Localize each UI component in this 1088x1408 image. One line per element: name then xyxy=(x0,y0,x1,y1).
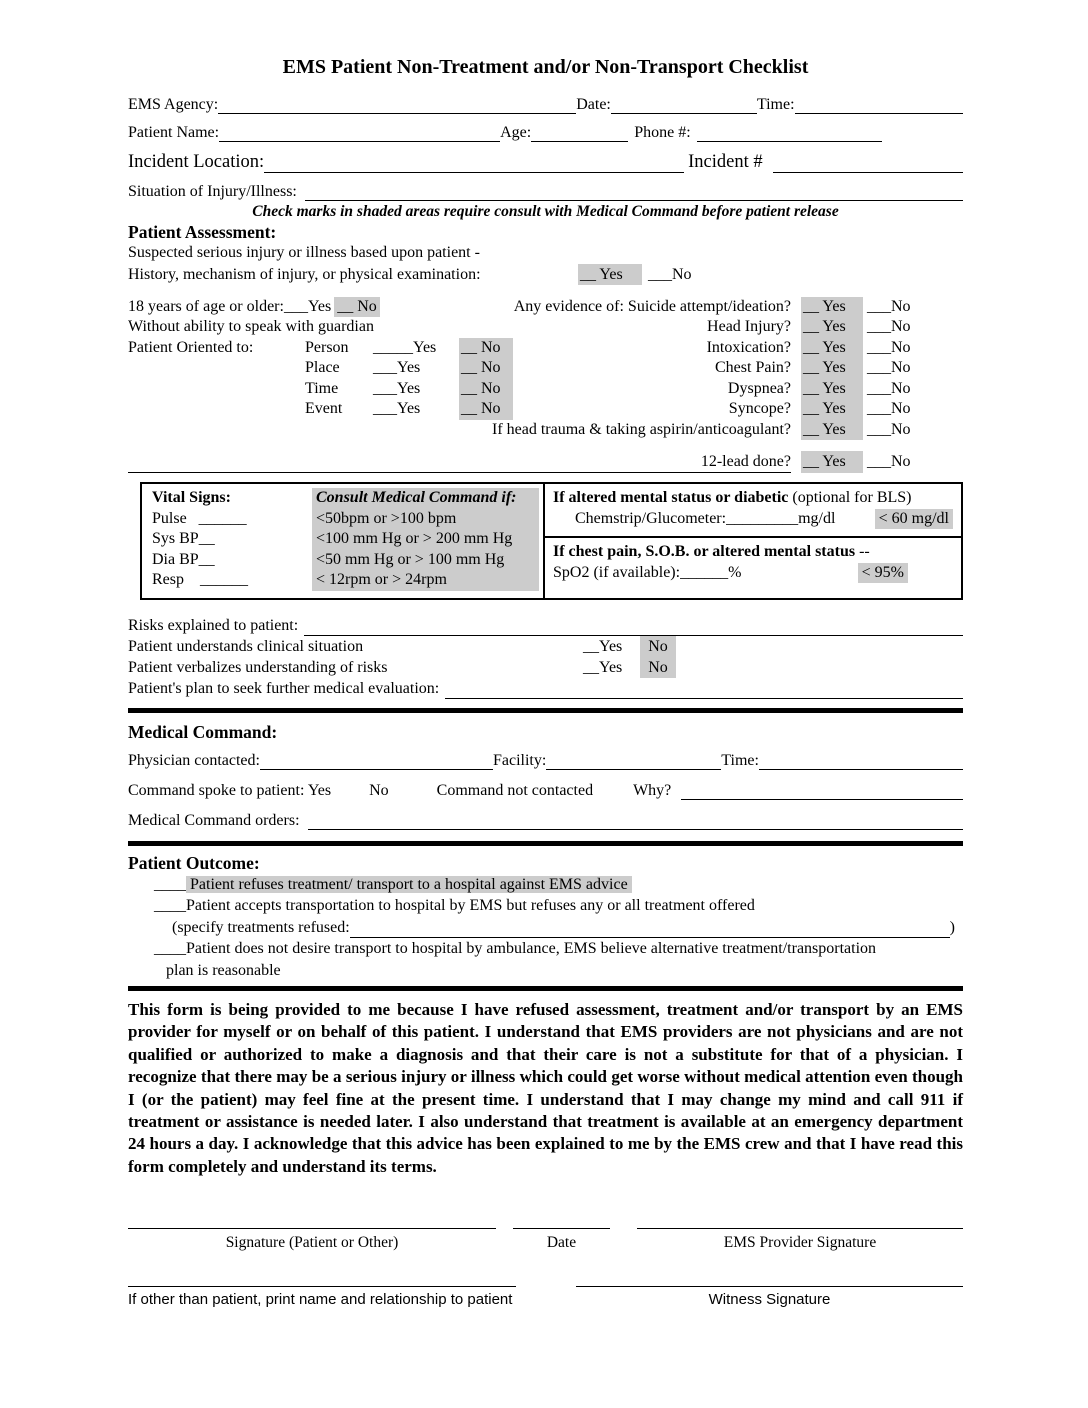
understands-no: No xyxy=(640,636,676,657)
consult-resp-range: < 12rpm or > 24rpm xyxy=(316,571,447,588)
question-syncope-label: Syncope? xyxy=(728,400,791,417)
patient-name-line xyxy=(219,124,500,142)
spo2-title-row xyxy=(553,542,953,563)
oriented-place-yes: ___Yes xyxy=(373,359,421,376)
row-patient-name xyxy=(128,124,963,142)
question-suicide xyxy=(480,297,915,318)
outcome-option1-blank: ____ xyxy=(154,875,186,893)
verbalizes-yes: __Yes xyxy=(583,658,623,676)
plan-label: Patient's plan to seek further medical evaluation: xyxy=(128,679,440,697)
question-dyspnea-label: Dyspnea? xyxy=(727,379,791,397)
question-chest-pain-no: ___No xyxy=(867,359,911,376)
witness-signature-line xyxy=(576,1286,963,1308)
age-question-label: 18 years of age or older: xyxy=(128,297,284,315)
acknowledgement-paragraph: This form is being provided to me because I have refused assessment, treatment and/or transport by an EMS provider for myself or on behalf of this patient. I understand that EMS providers are not physicians and are not qualified or authorized to make a diagnosis and that their care is not a substitute for that of a physician. I recognize that there may be a serious injury or illness which could get worse without medical attention even though I (or the patient) may feel fine at the present time. I understand that I may change my mind and call 911 if treatment or assistance is needed later. I also understand that treatment is available at an emergency department 24 hours a day. I acknowledge that this advice has been explained to me by the EMS crew and that I have read this form completely and understand its terms. xyxy=(128,1000,963,1176)
orders-row xyxy=(128,812,963,830)
ems-agency-label: EMS Agency: xyxy=(128,96,219,113)
incident-number-label: Incident # xyxy=(688,152,763,172)
spoke-no-option: No xyxy=(369,781,389,799)
question-intoxication xyxy=(480,338,915,359)
patient-outcome-title: Patient Outcome: xyxy=(128,852,260,873)
question-head-trauma-label: If head trauma & taking aspirin/anticoagulant? xyxy=(492,420,791,438)
spo2-row xyxy=(553,563,953,584)
vitals-right-cell xyxy=(545,484,961,598)
suspected-line2-label: History, mechanism of injury, or physical examination: xyxy=(128,265,481,283)
risks-section xyxy=(128,615,963,699)
consult-title: Consult Medical Command if: xyxy=(316,489,517,506)
oriented-indent xyxy=(128,379,305,400)
shaded-areas-notice: Check marks in shaded areas require consult with Medical Command before patient release xyxy=(252,203,839,220)
oriented-time-no: __ No xyxy=(459,379,513,400)
question-chest-pain-label: Chest Pain? xyxy=(715,359,791,376)
assessment-left-column xyxy=(128,297,501,441)
incident-location-label: Incident Location: xyxy=(128,152,265,172)
signature-gap xyxy=(496,1228,513,1252)
patient-signature-line xyxy=(128,1228,496,1252)
other-name-line xyxy=(128,1286,516,1308)
physician-row xyxy=(128,752,963,770)
vitals-pulse-row xyxy=(152,509,312,530)
altered-mental-box xyxy=(545,484,961,538)
row-situation xyxy=(128,183,963,201)
glucometer-blank: _________ xyxy=(726,509,799,527)
verbalizes-no: No xyxy=(640,657,676,678)
history-yes-option: __ Yes xyxy=(578,264,642,285)
vitals-pulse-label: Pulse xyxy=(152,509,187,527)
glucometer-label: Chemstrip/Glucometer: xyxy=(575,509,727,527)
oriented-time-yes: ___Yes xyxy=(373,379,421,397)
question-intoxication-label: Intoxication? xyxy=(706,338,791,356)
question-dyspnea-yes: __ Yes xyxy=(801,379,863,400)
vitals-diabp-row xyxy=(152,550,312,571)
incident-location-line xyxy=(264,153,684,173)
vitals-diabp-label: Dia BP__ xyxy=(152,550,215,568)
facility-line xyxy=(546,752,721,770)
spo2-unit: % xyxy=(728,563,742,581)
question-syncope-no: ___No xyxy=(867,400,911,417)
assessment-grid xyxy=(128,297,963,441)
outcome-option2-blank: ____ xyxy=(154,897,186,914)
vitals-sysbp-row xyxy=(152,529,312,550)
age-question-yes: ___Yes xyxy=(283,297,332,315)
glucometer-unit: mg/dl xyxy=(798,509,836,527)
altered-title-normal: (optional for BLS) xyxy=(788,489,912,506)
vitals-labels xyxy=(152,488,312,591)
question-head-trauma-no: ___No xyxy=(867,420,911,438)
twelve-lead-yes: __ Yes xyxy=(801,451,863,473)
age-label: Age: xyxy=(500,124,532,141)
signature-gap xyxy=(516,1286,576,1308)
spo2-title-suffix: -- xyxy=(855,543,870,560)
guardian-line: Without ability to speak with guardian xyxy=(128,318,374,335)
oriented-person-no: __ No xyxy=(459,338,513,359)
question-suicide-no: ___No xyxy=(867,297,911,315)
question-syncope xyxy=(480,399,915,420)
vitals-resp-label: Resp xyxy=(152,571,184,588)
oriented-row-person xyxy=(128,338,501,359)
ems-provider-signature-line xyxy=(637,1228,963,1252)
assessment-right-column xyxy=(480,297,963,441)
why-label: Why? xyxy=(633,781,672,799)
outcome-option2-text: Patient accepts transportation to hospital by EMS but refuses any or all treatment offered xyxy=(186,897,755,914)
question-head-injury-yes: __ Yes xyxy=(801,317,863,338)
question-dyspnea xyxy=(480,379,915,400)
question-intoxication-yes: __ Yes xyxy=(801,338,863,359)
question-head-injury-no: ___No xyxy=(867,318,911,335)
oriented-label: Patient Oriented to: xyxy=(128,338,254,356)
oriented-event: Event xyxy=(305,400,343,417)
verbalizes-row xyxy=(128,657,963,678)
witness-signature-label: Witness Signature xyxy=(708,1291,831,1309)
oriented-row-event xyxy=(128,399,501,420)
suspected-line2-row xyxy=(128,264,963,285)
spo2-title-bold: If chest pain, S.O.B. or altered mental status xyxy=(553,543,856,560)
consult-diabp-range: <50 mm Hg or > 100 mm Hg xyxy=(316,550,505,568)
age-line xyxy=(531,124,628,142)
patient-outcome-section xyxy=(128,852,963,982)
outcome-option3-text: Patient does not desire transport to hospital by ambulance, EMS believe alternative treatment/transportation xyxy=(186,940,877,957)
spo2-threshold: < 95% xyxy=(858,563,908,584)
vital-signs-box xyxy=(140,482,963,600)
oriented-place-no: __ No xyxy=(459,358,513,379)
outcome-option1-text: Patient refuses treatment/ transport to a hospital against EMS advice xyxy=(186,876,632,893)
spoke-row xyxy=(128,782,963,800)
understands-label: Patient understands clinical situation xyxy=(128,637,364,655)
signature-gap xyxy=(610,1228,637,1252)
question-suicide-label: Any evidence of: Suicide attempt/ideation? xyxy=(513,297,791,315)
outcome-option-no-transport xyxy=(128,938,963,960)
outcome-option-refuses xyxy=(128,874,963,896)
section-divider-bar xyxy=(128,708,963,713)
question-dyspnea-no: ___No xyxy=(867,379,911,397)
oriented-time: Time xyxy=(305,379,339,397)
oriented-place: Place xyxy=(305,359,340,376)
understands-yes: __Yes xyxy=(583,637,623,655)
oriented-person: Person xyxy=(305,338,349,356)
orders-label: Medical Command orders: xyxy=(128,811,300,829)
vitals-resp-blank: ______ xyxy=(200,571,248,588)
question-syncope-yes: __ Yes xyxy=(801,399,863,420)
oriented-indent xyxy=(128,399,305,420)
specify-label: (specify treatments refused: xyxy=(172,918,350,936)
oriented-row-time xyxy=(128,379,501,400)
signature-row-2 xyxy=(128,1286,963,1308)
plan-line xyxy=(445,681,963,699)
physician-label: Physician contacted: xyxy=(128,751,260,769)
outcome-option3-continuation: plan is reasonable xyxy=(166,961,281,979)
mc-time-line xyxy=(759,752,963,770)
not-contacted-label: Command not contacted xyxy=(436,781,594,799)
signature-row-1 xyxy=(128,1228,963,1252)
phone-label: Phone #: xyxy=(634,124,691,141)
outcome-option3-blank: ____ xyxy=(154,940,186,957)
twelve-lead-no: ___No xyxy=(867,453,911,470)
time-label: Time: xyxy=(756,96,795,113)
consult-pulse-range: <50bpm or >100 bpm xyxy=(316,509,457,527)
oriented-event-no: __ No xyxy=(459,399,513,420)
plan-row xyxy=(128,678,963,699)
oriented-event-yes: ___Yes xyxy=(373,400,421,417)
situation-line xyxy=(305,183,963,201)
vitals-resp-row xyxy=(152,570,312,591)
date-signature-label: Date xyxy=(546,1234,577,1252)
oriented-row-place xyxy=(128,358,501,379)
spoke-label: Command spoke to patient: Yes xyxy=(128,781,332,799)
question-suicide-yes: __ Yes xyxy=(801,297,863,318)
suspected-line1: Suspected serious injury or illness based upon patient - xyxy=(128,244,480,261)
ems-agency-line xyxy=(218,96,576,114)
patient-assessment-title: Patient Assessment: xyxy=(128,222,277,242)
section-divider-bar xyxy=(128,986,963,991)
risks-explained-line xyxy=(304,618,963,636)
patient-name-label: Patient Name: xyxy=(128,124,220,141)
time-line xyxy=(795,96,963,114)
question-head-injury xyxy=(480,317,915,338)
specify-treatments-row xyxy=(128,917,955,939)
mc-time-label: Time: xyxy=(721,751,759,769)
risks-explained-row xyxy=(128,615,963,636)
medical-command-title: Medical Command: xyxy=(128,721,278,742)
vitals-sysbp-label: Sys BP__ xyxy=(152,530,215,547)
other-name-label: If other than patient, print name and relationship to patient xyxy=(128,1291,513,1309)
age-question-no: __ No xyxy=(334,297,380,318)
question-chest-pain xyxy=(480,358,915,379)
specify-close-paren: ) xyxy=(949,918,955,936)
why-line xyxy=(681,782,963,800)
specify-line xyxy=(350,920,950,938)
date-signature-line xyxy=(513,1228,610,1252)
history-no-option: ___No xyxy=(648,265,692,283)
vitals-pulse-blank: ______ xyxy=(198,509,247,527)
understands-row xyxy=(128,636,963,657)
spo2-blank: ______ xyxy=(680,563,729,581)
consult-sysbp-range: <100 mm Hg or > 200 mm Hg xyxy=(316,530,513,547)
twelve-lead-label: 12-lead done? xyxy=(128,451,791,473)
risks-explained-label: Risks explained to patient: xyxy=(128,616,299,634)
situation-label: Situation of Injury/Illness: xyxy=(128,183,297,200)
question-head-injury-label: Head Injury? xyxy=(707,318,791,335)
glucometer-row xyxy=(553,509,953,530)
age-question-row xyxy=(128,297,480,318)
glucometer-threshold: < 60 mg/dl xyxy=(875,509,953,530)
verbalizes-label: Patient verbalizes understanding of risks xyxy=(128,658,388,676)
spo2-label: SpO2 (if available): xyxy=(553,563,681,581)
oriented-person-yes: _____Yes xyxy=(373,338,437,356)
incident-number-line xyxy=(773,153,963,173)
consult-column xyxy=(312,488,539,591)
twelve-lead-row xyxy=(128,451,915,473)
date-label: Date: xyxy=(576,96,611,113)
question-head-trauma-yes: __ Yes xyxy=(801,420,863,441)
date-line xyxy=(611,96,757,114)
orders-line xyxy=(308,812,963,830)
header-fields xyxy=(128,96,963,201)
question-intoxication-no: ___No xyxy=(867,338,911,356)
phone-line xyxy=(697,124,882,142)
question-chest-pain-yes: __ Yes xyxy=(801,358,863,379)
outcome-option-accepts xyxy=(128,895,963,917)
vitals-left-cell xyxy=(142,484,545,598)
facility-label: Facility: xyxy=(492,751,547,769)
altered-title-row xyxy=(553,488,953,509)
physician-line xyxy=(260,752,493,770)
row-incident xyxy=(128,152,963,173)
oriented-indent xyxy=(128,358,305,379)
question-head-trauma xyxy=(480,420,915,441)
altered-title-bold: If altered mental status or diabetic xyxy=(553,489,789,506)
vitals-title: Vital Signs: xyxy=(152,489,231,506)
form-title: EMS Patient Non-Treatment and/or Non-Transport Checklist xyxy=(282,56,809,78)
patient-signature-label: Signature (Patient or Other) xyxy=(225,1234,399,1252)
section-divider-bar xyxy=(128,841,963,846)
ems-provider-signature-label: EMS Provider Signature xyxy=(723,1234,877,1252)
row-ems-agency xyxy=(128,96,963,114)
spo2-box xyxy=(545,538,961,598)
